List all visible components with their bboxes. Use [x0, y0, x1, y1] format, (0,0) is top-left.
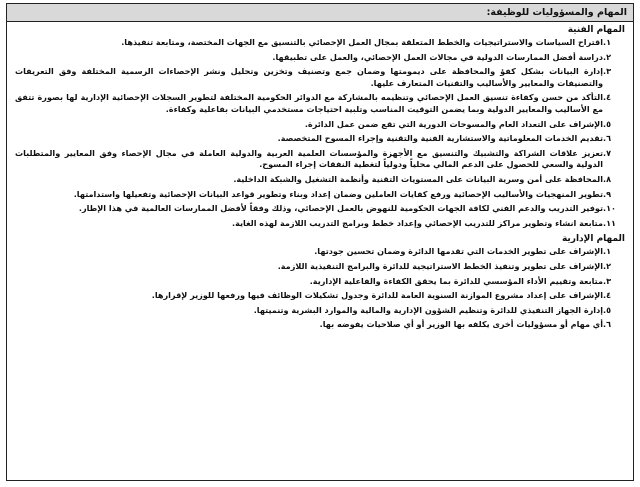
item-number: ٦. — [603, 133, 612, 144]
item-number: ٨. — [603, 173, 612, 184]
list-item — [15, 245, 625, 260]
item-text: متابعة انشاء وتطوير مراكز للتدريب الإحصائي وإعداد خطط وبرامج التدريب اللازمة لهذه الغاية. — [232, 217, 603, 228]
item-text: التأكد من حسن وكفاءة تنسيق العمل الإحصائي وتنظيمه بالمشاركة مع الدوائر الحكومية المختلفة لتطوير السجلات الإحصائية الإدارية لها بصورة تتفق مع الأساليب والمعايير الدولية وبما يضمن التوقيت المناسب وتلبية احتياجات مستخدمي البيانات بفاعلية وكفاءة. — [15, 92, 603, 114]
technical-items-list — [7, 36, 633, 231]
item-text: متابعة وتقييم الأداء المؤسسي للدائرة بما يحقق الكفاءة والفاعلية الإدارية. — [309, 275, 603, 286]
list-item — [15, 118, 625, 133]
item-number: ٧. — [603, 147, 612, 158]
list-item — [15, 36, 625, 51]
list-item — [15, 318, 625, 333]
item-text: تطوير المنهجيات والأساليب الإحصائية ورفع كفايات العاملين وضمان إعداد وبناء وتطوير قواعد البيانات الإحصائية وتفعيلها واستدامتها. — [73, 188, 603, 199]
item-number: ١. — [603, 37, 612, 47]
administrative-items-list — [7, 245, 633, 333]
item-text: إدارة الجهاز التنفيذي للدائرة وتنظيم الشؤون الإدارية والمالية والموارد البشرية وتنميتها. — [253, 304, 603, 315]
item-number: ٤. — [603, 92, 612, 103]
item-text: الإشراف على إعداد مشروع الموازنة السنوية العامة للدائرة وجدول تشكيلات الوظائف فيها ورفعها للوزير لإقرارها. — [151, 290, 603, 301]
list-item — [15, 275, 625, 290]
list-item — [15, 289, 625, 304]
item-number: ١١. — [603, 217, 616, 228]
item-text: الإشراف على تطوير الخدمات التي تقدمها الدائرة وضمان تحسين جودتها. — [314, 246, 603, 257]
list-item — [15, 304, 625, 319]
administrative-section-title: المهام الإدارية — [561, 234, 625, 245]
item-text: اقتراح السياسات والاستراتيجيات والخطط المتعلقة بمجال العمل الإحصائي بالتنسيق مع الجهات المختصة، ومتابعة تنفيذها. — [121, 37, 603, 47]
item-number: ٥. — [603, 304, 612, 315]
item-text: الإشراف على التعداد العام والمسوحات الدورية التي تقع ضمن عمل الدائرة. — [304, 118, 603, 129]
item-number: ١٠. — [603, 203, 616, 214]
item-number: ١. — [603, 246, 612, 257]
list-item — [15, 132, 625, 147]
document-box — [6, 3, 634, 481]
item-text: الإشراف على تطوير وتنفيذ الخطط الاستراتيجية للدائرة والبرامج التنفيذية اللازمة. — [277, 260, 603, 271]
page — [0, 3, 640, 487]
item-number: ٥. — [603, 118, 612, 129]
item-text: توفير التدريب والدعم الفني لكافة الجهات الحكومية للنهوض بالعمل الإحصائي، وذلك وفقاً لأفضل الممارسات العالمية في هذا الإطار. — [78, 203, 603, 214]
list-item — [15, 188, 625, 203]
item-number: ٢. — [603, 260, 612, 271]
item-number: ٤. — [603, 290, 612, 301]
item-number: ٢. — [603, 51, 612, 62]
item-number: ٩. — [603, 188, 612, 199]
item-text: تعزيز علاقات الشراكة والتشبيك والتنسيق مع الأجهزة والمؤسسات العلمية العربية والدولية العاملة في مجال الإحصاء وفق المعايير والمتطلبات الدولية والسعي للحصول على الدعم المالي محلياً ودولياً لتغطية النفقات إجراء المسوح. — [15, 147, 603, 170]
list-item — [15, 51, 625, 66]
item-text: أي مهام أو مسؤوليات أخرى يكلفه بها الوزير أو أي صلاحيات يفوضه بها. — [319, 319, 603, 330]
item-text: إدارة البيانات بشكل كفؤ والمحافظة على ديمومتها وضمان جمع وتصنيف وتخزين وتحليل ونشر الإحصاءات الرسمية المختلفة وفق التعريفات والتصنيفات والمعايير والأساليب والتقنيات المتعارف عليها. — [15, 66, 603, 88]
header-title: المهام والمسؤوليات للوظيفة: — [7, 4, 633, 22]
technical-section-title: المهام الفنية — [567, 25, 625, 35]
list-item — [15, 147, 625, 173]
list-item — [15, 202, 625, 217]
item-number: ٦. — [603, 319, 612, 330]
list-item — [15, 217, 625, 232]
item-number: ٣. — [603, 275, 612, 286]
list-item — [15, 260, 625, 275]
item-text: المحافظة على أمن وسرية البيانات على المستويات التقنية وأنظمة التشغيل والشبكة الداخلية. — [233, 173, 603, 184]
list-item — [15, 65, 625, 91]
item-text: تقديم الخدمات المعلوماتية والاستشارية الفنية والتقنية وإجراء المسوح المتخصصة. — [277, 133, 603, 144]
item-text: دراسة أفضل الممارسات الدولية في مجالات العمل الإحصائي، والعمل على تطبيقها. — [272, 51, 603, 62]
list-item — [15, 91, 625, 117]
list-item — [15, 173, 625, 188]
item-number: ٣. — [603, 66, 612, 77]
